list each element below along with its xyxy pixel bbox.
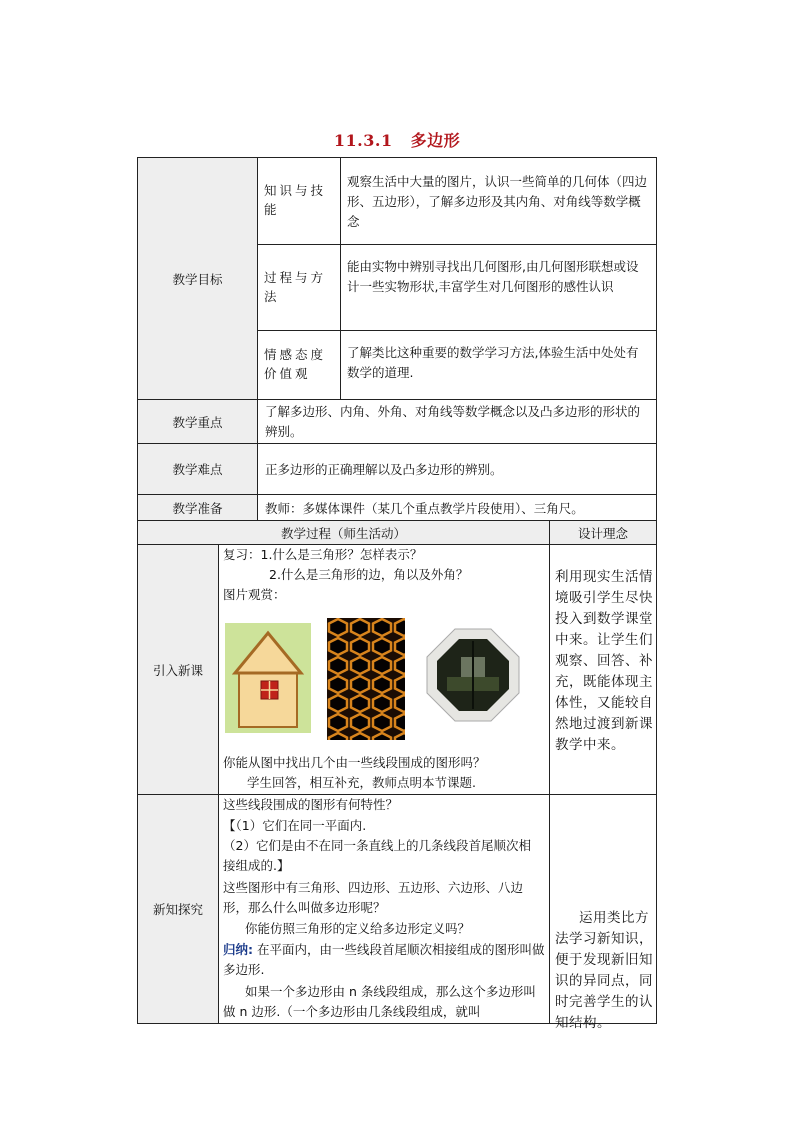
explore-label-cell — [137, 794, 219, 1024]
explore-question-2: 这些图形中有三角形、四边形、五边形、六边形、八边形，那么什么叫做多边形呢？ — [223, 880, 524, 915]
process-header-cell — [137, 520, 550, 545]
key-point-content-cell — [257, 399, 657, 444]
difficulty-label: 教学难点 — [172, 462, 223, 477]
goal-process-content-cell — [340, 244, 657, 331]
section-number: 11.3.1 — [333, 131, 393, 150]
explore-label: 新知探究 — [152, 902, 203, 917]
goal-process-label-cell — [257, 244, 341, 331]
goal-knowledge-label: 知识与技能 — [264, 183, 327, 217]
key-point-content: 了解多边形、内角、外角、对角线等数学概念以及凸多边形的形状的辨别。 — [265, 404, 641, 439]
honeycomb-picture — [327, 618, 405, 740]
octagon-window-picture — [425, 627, 521, 723]
section-name: 多边形 — [410, 131, 461, 150]
goal-attitude-content-cell — [340, 330, 657, 400]
goal-attitude-content: 了解类比这种重要的数学学习方法,体验生活中处处有数学的道理. — [347, 345, 639, 380]
intro-design-cell — [549, 544, 657, 795]
summary-text: 在平面内，由一些线段首尾顺次相接组成的图形叫做多边形. — [223, 942, 545, 977]
summary-label: 归纳: — [223, 942, 253, 957]
explore-answer-1: 【（1）它们在同一平面内. — [223, 818, 367, 833]
goal-attitude-label-cell — [257, 330, 341, 400]
goals-label-cell — [137, 157, 258, 400]
goal-knowledge-content: 观察生活中大量的图片，认识一些简单的几何体（四边形、五边形），了解多边形及其内角、对角线等数学概念 — [347, 174, 648, 229]
intro-line-3: 图片观赏： — [223, 587, 286, 602]
page-title — [0, 128, 794, 151]
explore-extra: 如果一个多边形由 n 条线段组成，那么这个多边形叫做 n 边形.（一个多边形由几条线段组成，就叫 — [223, 984, 536, 1019]
prep-label-cell — [137, 494, 258, 521]
intro-label-cell — [137, 544, 219, 795]
key-point-label: 教学重点 — [172, 414, 223, 430]
intro-line-2: 2.什么是三角形的边，角以及外角？ — [269, 567, 469, 582]
design-header-cell — [549, 520, 657, 545]
prep-content: 教师：多媒体课件（某几个重点教学片段使用）、三角尺。 — [265, 500, 584, 516]
difficulty-label-cell — [137, 443, 258, 495]
goal-attitude-label: 情感态度价值观 — [264, 347, 327, 381]
prep-label: 教学准备 — [172, 500, 223, 516]
prep-content-cell — [257, 494, 657, 521]
intro-line-1: 复习：1.什么是三角形？怎样表示？ — [223, 547, 423, 562]
explore-question-1: 这些线段围成的图形有何特性？ — [223, 797, 399, 812]
explore-content-cell — [218, 794, 550, 1024]
goal-process-label: 过程与方法 — [264, 270, 327, 304]
explore-design-text: 运用类比方法学习新知识，便于发现新旧知识的异同点，同时完善学生的认知结构。 — [555, 910, 653, 1031]
key-point-label-cell — [137, 399, 258, 444]
intro-line-4: 你能从图中找出几个由一些线段围成的图形吗？ — [223, 755, 486, 770]
goals-label: 教学目标 — [172, 271, 223, 287]
difficulty-content: 正多边形的正确理解以及凸多边形的辨别。 — [265, 462, 503, 477]
process-header-label: 教学过程（师生活动） — [280, 525, 406, 541]
intro-line-5: 学生回答，相互补充，教师点明本节课题. — [247, 775, 476, 790]
explore-question-3: 你能仿照三角形的定义给多边形定义吗？ — [245, 921, 471, 936]
goal-knowledge-label-cell — [257, 157, 341, 245]
intro-content-cell — [218, 544, 550, 795]
design-header-label: 设计理念 — [577, 525, 628, 541]
house-picture — [225, 623, 311, 733]
goal-knowledge-content-cell — [340, 157, 657, 245]
explore-summary — [223, 940, 545, 980]
intro-design-text: 利用现实生活情境吸引学生尽快投入到数学课堂中来。让学生们观察、回答、补充，既能体现主体性，又能较自然地过渡到新课教学中来。 — [555, 569, 653, 753]
difficulty-content-cell — [257, 443, 657, 495]
explore-answer-2: （2）它们是由不在同一条直线上的几条线段首尾顺次相接组成的.】 — [223, 838, 531, 873]
explore-design-cell — [549, 794, 657, 1031]
goal-process-content: 能由实物中辨别寻找出几何图形,由几何图形联想或设计一些实物形状,丰富学生对几何图形的感性认识 — [347, 259, 639, 294]
intro-label: 引入新课 — [152, 662, 203, 678]
